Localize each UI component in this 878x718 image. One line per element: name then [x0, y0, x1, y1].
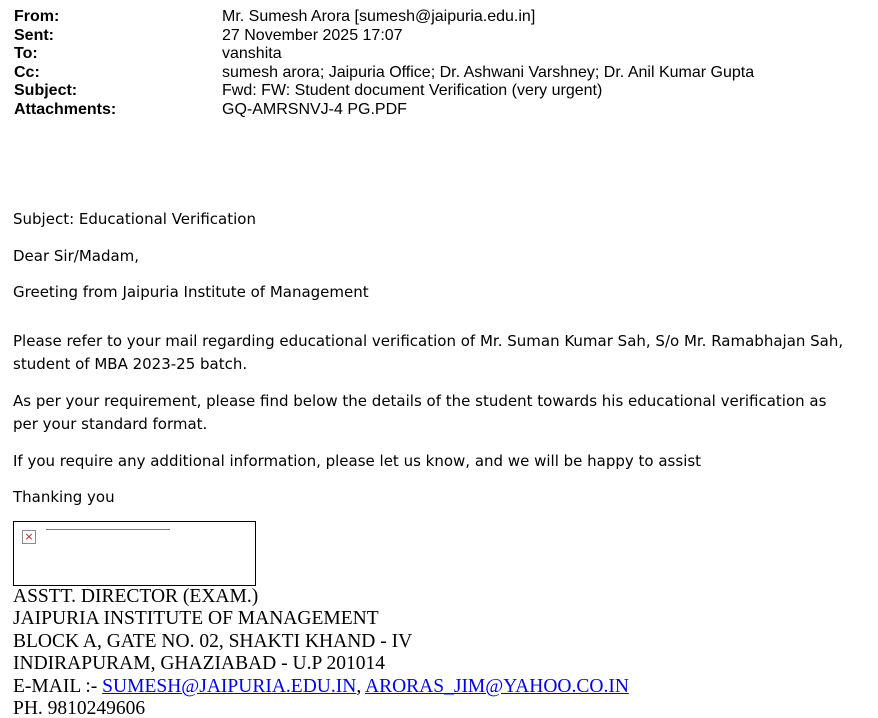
- paragraph-requirement: As per your requirement, please find below the details of the student towards his educational verification as per your standard format.: [13, 391, 827, 433]
- signature-address-1: BLOCK A, GATE NO. 02, SHAKTI KHAND - IV: [13, 630, 413, 652]
- cc-value: sumesh arora; Jaipuria Office; Dr. Ashwani Varshney; Dr. Anil Kumar Gupta: [222, 63, 755, 81]
- attachment-file[interactable]: GQ-AMRSNVJ-4 PG.PDF: [222, 100, 407, 118]
- to-row: [14, 45, 754, 64]
- closing-line: Thanking you: [13, 488, 115, 506]
- attachments-row: [14, 101, 754, 120]
- sent-label: Sent:: [14, 26, 54, 44]
- signature-phone: PH. 9810249606: [13, 698, 146, 718]
- to-label: To:: [14, 45, 38, 62]
- signature-image-placeholder: [13, 521, 256, 586]
- cc-label: Cc:: [14, 63, 40, 81]
- email-link-1[interactable]: SUMESH@JAIPURIA.EDU.IN: [102, 675, 357, 697]
- paragraph-info: If you require any additional information, please let us know, and we will be happy to assist: [13, 451, 702, 470]
- to-value: vanshita: [222, 45, 282, 62]
- from-row: [14, 8, 754, 27]
- image-divider-line: [46, 529, 170, 530]
- email-header: [14, 8, 754, 119]
- subject-value: Fwd: FW: Student document Verification (very urgent): [222, 82, 603, 99]
- email-prefix: E-MAIL :-: [13, 675, 103, 697]
- signature-title: ASSTT. DIRECTOR (EXAM.): [13, 586, 259, 607]
- paragraph-refer: Please refer to your mail regarding educational verification of Mr. Suman Kumar Sah, S/o Mr. Ramabhajan Sah, student of MBA 2023-25 batch.: [13, 331, 844, 373]
- broken-image-icon: ×: [22, 530, 36, 544]
- cc-row: [14, 64, 754, 83]
- email-body: [13, 208, 853, 510]
- body-subject-line: Subject: Educational Verification: [13, 210, 256, 228]
- signature-email-line: [13, 676, 629, 698]
- greeting-line: Greeting from Jaipuria Institute of Management: [13, 283, 369, 301]
- signature-address-2: INDIRAPURAM, GHAZIABAD - U.P 201014: [13, 653, 385, 675]
- email-separator: ,: [356, 675, 365, 697]
- signature-block: [13, 586, 629, 718]
- from-label: From:: [14, 8, 60, 25]
- sent-value: 27 November 2025 17:07: [222, 26, 403, 44]
- attachments-label: Attachments:: [14, 100, 117, 118]
- email-link-2[interactable]: ARORAS_JIM@YAHOO.CO.IN: [365, 675, 629, 697]
- salutation: Dear Sir/Madam,: [13, 246, 140, 265]
- subject-label: Subject:: [14, 82, 78, 99]
- subject-row: [14, 82, 754, 101]
- from-value: Mr. Sumesh Arora [sumesh@jaipuria.edu.in]: [222, 8, 536, 25]
- signature-institute: JAIPURIA INSTITUTE OF MANAGEMENT: [13, 608, 379, 630]
- sent-row: [14, 27, 754, 46]
